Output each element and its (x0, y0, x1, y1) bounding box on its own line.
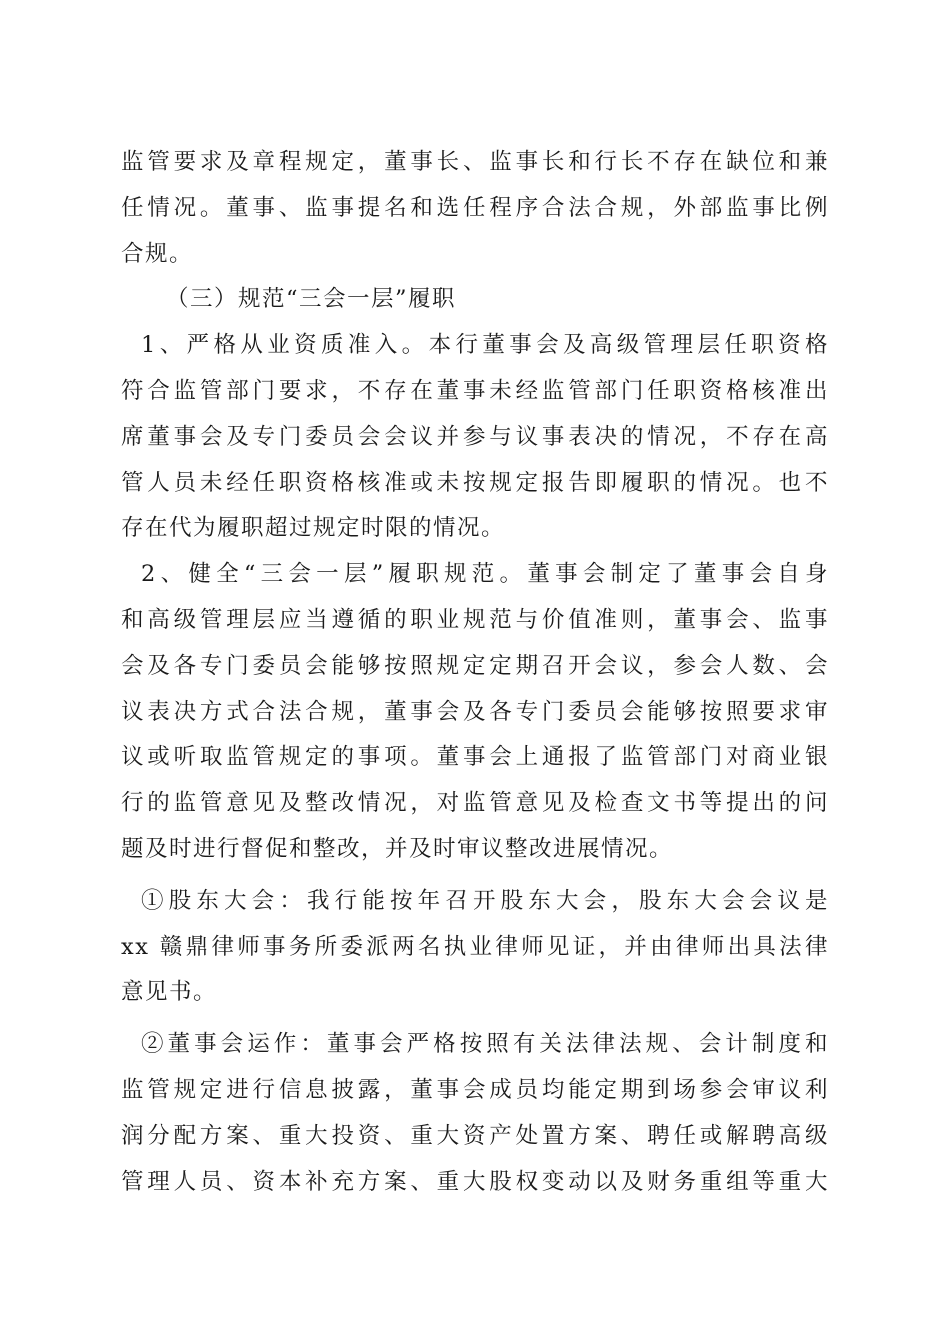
text-line: 监管要求及章程规定，董事长、监事长和行长不存在缺位和兼 (121, 149, 829, 175)
text-line: 润分配方案、重大投资、重大资产处置方案、聘任或解聘高级 (121, 1122, 829, 1149)
text-line: 合规。 (121, 240, 194, 267)
text-line: 管理人员、资本补充方案、重大股权变动以及财务重组等重大 (121, 1168, 829, 1195)
text-line: 任情况。董事、监事提名和选任程序合法合规，外部监事比例 (121, 194, 829, 221)
document-body (121, 140, 829, 1205)
section-heading: （三）规范“三会一层”履职 (166, 286, 457, 313)
text-line: 存在代为履职超过规定时限的情况。 (121, 515, 506, 542)
text-line: 议表决方式合法合规，董事会及各专门委员会能够按照要求审 (121, 698, 829, 725)
text-line: ①股东大会：我行能按年召开股东大会，股东大会会议是 (141, 887, 829, 914)
text-line: xx 赣鼎律师事务所委派两名执业律师见证，并由律师出具法律 (121, 933, 829, 960)
text-line: ②董事会运作：董事会严格按照有关法律法规、会计制度和 (141, 1031, 829, 1058)
text-line: 意见书。 (121, 979, 218, 1006)
text-line: 2、健全“三会一层”履职规范。董事会制定了董事会自身 (141, 561, 829, 588)
text-line: 监管规定进行信息披露，董事会成员均能定期到场参会审议利 (121, 1076, 829, 1103)
text-line: 席董事会及专门委员会会议并参与议事表决的情况，不存在高 (121, 423, 829, 450)
text-line: 1、严格从业资质准入。本行董事会及高级管理层任职资格 (141, 332, 829, 359)
text-line: 和高级管理层应当遵循的职业规范与价值准则，董事会、监事 (121, 606, 829, 633)
text-line: 题及时进行督促和整改，并及时审议整改进展情况。 (121, 835, 674, 862)
text-line: 会及各专门委员会能够按照规定定期召开会议，参会人数、会 (121, 652, 829, 679)
text-line: 议或听取监管规定的事项。董事会上通报了监管部门对商业银 (121, 744, 829, 771)
text-line: 管人员未经任职资格核准或未按规定报告即履职的情况。也不 (121, 469, 829, 496)
text-line: 行的监管意见及整改情况，对监管意见及检查文书等提出的问 (121, 790, 829, 817)
text-line: 符合监管部门要求，不存在董事未经监管部门任职资格核准出 (121, 377, 829, 404)
